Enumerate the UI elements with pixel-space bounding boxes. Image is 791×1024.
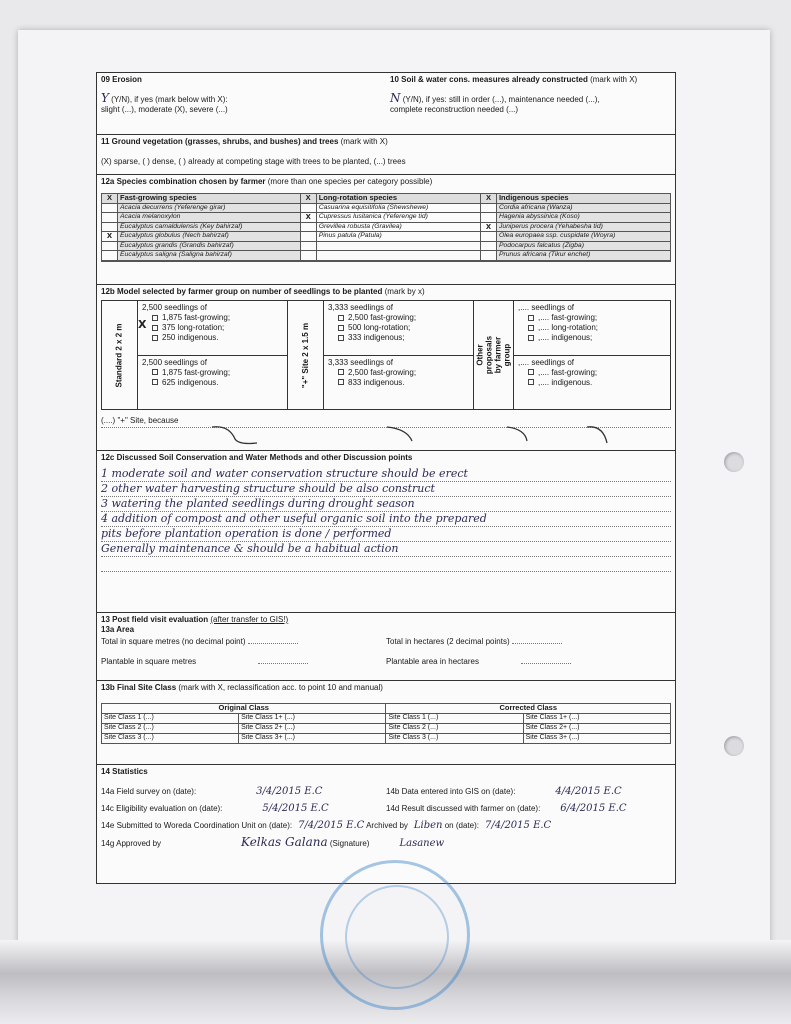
- long-mark[interactable]: [300, 260, 316, 261]
- other-label-cell: [474, 301, 514, 409]
- fast-mark[interactable]: X: [102, 232, 118, 242]
- fast-species: Eucalyptus grandis (Grandis bahirzaf): [118, 241, 301, 251]
- eligibility-date[interactable]: 5/4/2015 E.C: [262, 803, 329, 814]
- approver-name[interactable]: Kelkas Galana: [241, 835, 328, 849]
- indig-mark[interactable]: [480, 232, 496, 242]
- site-a-opt: 2,500 fast-growing;: [348, 313, 417, 322]
- soil-water-answer[interactable]: N: [390, 91, 401, 105]
- site-class-cell[interactable]: Site Class 2 (...): [102, 723, 239, 733]
- post-field-title: 13 Post field visit evaluation: [101, 615, 209, 624]
- site-option-a[interactable]: [324, 301, 473, 355]
- archived-on-label: on (date):: [444, 821, 479, 830]
- long-species: [316, 241, 480, 251]
- std-a-opt: 375 long-rotation;: [162, 323, 225, 332]
- plant-sqm-label: Plantable in square metres: [101, 657, 197, 666]
- fast-species: Eucalyptus globulus (Nech bahirzaf): [118, 232, 301, 242]
- long-species: Grevillea robusta (Gravilea): [316, 222, 480, 232]
- fast-species: Acacia decurrens (Yeferenge girar): [118, 203, 301, 213]
- handwritten-scribble: [207, 423, 667, 445]
- class-row: [102, 723, 671, 733]
- area-title: 13a Area: [101, 625, 135, 634]
- long-species: Casuarina equisitifolia (Shewshewe): [316, 203, 480, 213]
- species-row: [102, 203, 671, 213]
- site-label: "+" Site 2 x 1.5 m: [301, 322, 310, 388]
- post-field-row: [97, 613, 675, 681]
- checkbox[interactable]: [338, 369, 344, 375]
- checkbox[interactable]: [528, 379, 534, 385]
- soil-water-title: 10 Soil & water cons. measures already constructed: [390, 75, 588, 84]
- site-a-opt: 500 long-rotation;: [348, 323, 411, 332]
- species-table: [101, 193, 671, 262]
- fast-species: Acacia melanoxylon: [118, 213, 301, 223]
- species-row: [102, 222, 671, 232]
- std-a-title: 2,500 seedlings of: [142, 303, 207, 312]
- species-note: (more than one species per category possible): [267, 177, 433, 186]
- other-b-opt: ,.... indigenous.: [538, 377, 593, 387]
- final-class-row: [97, 681, 675, 765]
- checkbox[interactable]: [528, 335, 534, 341]
- indig-species: Podocarpus falcatus (Zigba): [496, 241, 670, 251]
- other-a-opt: ,.... long-rotation;: [538, 323, 599, 332]
- erosion-options[interactable]: slight (...), moderate (X), severe (...): [101, 105, 228, 114]
- long-mark[interactable]: [300, 251, 316, 261]
- std-b-opt: 625 indigenous.: [162, 377, 219, 387]
- punch-hole: [724, 452, 744, 472]
- punch-hole: [724, 736, 744, 756]
- final-class-note: (mark with X, reclassification acc. to point 10 and manual): [178, 683, 383, 692]
- discussion-row: [97, 451, 675, 613]
- result-discussed-date[interactable]: 6/4/2015 E.C: [560, 803, 627, 814]
- other-b-title: ,.... seedlings of: [518, 357, 575, 367]
- indig-mark[interactable]: [480, 203, 496, 213]
- indig-species: Hagenia abyssinica (Koso): [496, 213, 670, 223]
- checkbox[interactable]: [152, 315, 158, 321]
- other-option-b[interactable]: [514, 355, 670, 410]
- checkbox[interactable]: [152, 335, 158, 341]
- site-class-cell[interactable]: Site Class 1 (...): [386, 713, 523, 723]
- other-label: Other proposals by farmer group: [475, 335, 512, 375]
- indig-header: Indigenous species: [496, 194, 670, 204]
- ground-options[interactable]: (X) sparse, ( ) dense, ( ) already at competing stage with trees to be planted, (...) trees: [101, 157, 406, 166]
- soil-water-note: (mark with X): [590, 75, 638, 84]
- total-ha-label: Total in hectares (2 decimal points): [386, 637, 510, 646]
- checkbox[interactable]: [152, 379, 158, 385]
- other-a-opt: ,.... indigenous;: [538, 333, 593, 342]
- checkbox[interactable]: [528, 325, 534, 331]
- fast-mark[interactable]: [102, 260, 118, 261]
- site-class-cell[interactable]: Site Class 1+ (...): [523, 713, 670, 723]
- because-line[interactable]: (....) "+" Site, because: [101, 416, 671, 428]
- indig-mark[interactable]: [480, 241, 496, 251]
- other-a-title: ,.... seedlings of: [518, 303, 575, 312]
- site-option-b[interactable]: [324, 355, 473, 410]
- long-mark[interactable]: [300, 203, 316, 213]
- plant-ha-label: Plantable area in hectares: [386, 657, 479, 666]
- indig-species: Juniperus procera (Yehabesha tid): [496, 222, 670, 232]
- long-species: [316, 260, 480, 261]
- model-row: [97, 285, 675, 451]
- discussion-line[interactable]: pits before plantation operation is done / performed: [101, 527, 671, 542]
- field-form: [96, 72, 676, 884]
- other-option-a[interactable]: [514, 301, 670, 355]
- soil-water-text2: complete reconstruction needed (...): [390, 105, 519, 114]
- indig-mark[interactable]: [480, 260, 496, 261]
- class-row: [102, 733, 671, 743]
- checkbox[interactable]: [528, 315, 534, 321]
- statistics-title: 14 Statistics: [101, 767, 148, 776]
- ground-row: [97, 135, 675, 175]
- gis-entry-date[interactable]: 4/4/2015 E.C: [555, 786, 622, 797]
- std-a-mark: X: [138, 318, 147, 331]
- ground-note: (mark with X): [340, 137, 388, 146]
- species-row: [102, 213, 671, 223]
- other-b-opt: ,.... fast-growing;: [538, 367, 598, 377]
- checkbox[interactable]: [338, 325, 344, 331]
- long-mark[interactable]: [300, 232, 316, 242]
- species-row: [102, 232, 671, 242]
- site-class-cell[interactable]: Site Class 1 (...): [102, 713, 239, 723]
- indig-species: Cordia africana (Wanza): [496, 203, 670, 213]
- std-a-opt: 1,875 fast-growing;: [162, 313, 231, 322]
- discussion-line[interactable]: 3 watering the planted seedlings during drought season: [101, 497, 671, 512]
- approved-label: 14g Approved by: [101, 839, 162, 848]
- standard-label-cell: [102, 301, 138, 409]
- erosion-row: [97, 73, 675, 135]
- fast-mark[interactable]: [102, 222, 118, 232]
- archived-by-name[interactable]: Liben: [413, 820, 443, 831]
- class-row: [102, 713, 671, 723]
- std-a-opt: 250 indigenous.: [162, 333, 219, 342]
- plant-sqm-field[interactable]: [258, 663, 308, 664]
- checkbox[interactable]: [338, 335, 344, 341]
- std-b-title: 2,500 seedlings of: [142, 357, 207, 367]
- std-b-opt: 1,875 fast-growing;: [162, 367, 231, 377]
- checkbox[interactable]: [338, 315, 344, 321]
- site-a-title: 3,333 seedlings of: [328, 303, 393, 312]
- long-species: [316, 251, 480, 261]
- fast-mark[interactable]: [102, 251, 118, 261]
- official-stamp: [320, 860, 470, 1010]
- fast-mark[interactable]: [102, 213, 118, 223]
- species-title: 12a Species combination chosen by farmer: [101, 177, 266, 186]
- erosion-section: [101, 75, 382, 132]
- discussion-title: 12c Discussed Soil Conservation and Water Methods and other Discussion points: [101, 453, 413, 462]
- site-class-table: [101, 703, 671, 744]
- long-mark[interactable]: X: [300, 213, 316, 223]
- field-survey-date[interactable]: 3/4/2015 E.C: [256, 786, 323, 797]
- corrected-class-header: Corrected Class: [386, 704, 671, 714]
- site-b-opt: 833 indigenous.: [348, 377, 405, 387]
- site-a-opt: 333 indigenous;: [348, 333, 405, 342]
- field-survey-label: 14a Field survey on (date):: [101, 787, 197, 796]
- other-a-opt: ,.... fast-growing;: [538, 313, 598, 322]
- final-class-title: 13b Final Site Class: [101, 683, 177, 692]
- long-species: Cupressus lusitanica (Yeferenge tid): [316, 213, 480, 223]
- checkbox[interactable]: [152, 325, 158, 331]
- site-class-cell[interactable]: Site Class 3 (...): [102, 733, 239, 743]
- plant-ha-field[interactable]: [521, 663, 571, 664]
- post-field-note: (after transfer to GIS!): [210, 615, 289, 624]
- total-sqm-field[interactable]: [248, 643, 298, 644]
- indig-species: Prunus africana (Tikur enchet): [496, 251, 670, 261]
- indig-species: [496, 260, 670, 261]
- site-b-opt: 2,500 fast-growing;: [348, 367, 417, 377]
- result-discussed-label: 14d Result discussed with farmer on (date):: [386, 804, 541, 813]
- species-row: [97, 175, 675, 285]
- fast-species: [118, 260, 301, 261]
- archived-label: Archived by: [366, 821, 408, 830]
- fast-mark[interactable]: [102, 241, 118, 251]
- fast-mark[interactable]: [102, 203, 118, 213]
- x-header: X: [300, 194, 316, 204]
- standard-label: Standard 2 x 2 m: [115, 322, 124, 388]
- species-row: [102, 260, 671, 261]
- indig-mark[interactable]: X: [480, 222, 496, 232]
- standard-option-b[interactable]: [138, 355, 287, 410]
- total-ha-field[interactable]: [512, 643, 562, 644]
- site-class-cell[interactable]: Site Class 2+ (...): [523, 723, 670, 733]
- site-class-cell[interactable]: Site Class 3+ (...): [239, 733, 386, 743]
- long-species: Pinus patula (Patula): [316, 232, 480, 242]
- model-title: 12b Model selected by farmer group on number of seedlings to be planted: [101, 287, 383, 296]
- site-column: [324, 301, 474, 409]
- site-class-cell[interactable]: Site Class 1+ (...): [239, 713, 386, 723]
- discussion-line[interactable]: Generally maintenance & should be a habitual action: [101, 542, 671, 557]
- indig-mark[interactable]: [480, 213, 496, 223]
- x-header: X: [480, 194, 496, 204]
- erosion-text: (Y/N), if yes (mark below with X):: [111, 95, 228, 104]
- soil-water-text: (Y/N), if yes: still in order (...), maintenance needed (...),: [402, 95, 600, 104]
- indig-mark[interactable]: [480, 251, 496, 261]
- model-note: (mark by x): [384, 287, 425, 296]
- fast-header: Fast-growing species: [118, 194, 301, 204]
- discussion-line[interactable]: 4 addition of compost and other useful organic soil into the prepared: [101, 512, 671, 527]
- submitted-label: 14e Submitted to Woreda Coordination Unit on (date):: [101, 821, 293, 830]
- checkbox[interactable]: [338, 379, 344, 385]
- long-mark[interactable]: [300, 222, 316, 232]
- other-column: [514, 301, 670, 409]
- discussion-line[interactable]: 1 moderate soil and water conservation structure should be erect: [101, 467, 671, 482]
- original-class-header: Original Class: [102, 704, 386, 714]
- site-class-cell[interactable]: Site Class 3+ (...): [523, 733, 670, 743]
- species-row: [102, 251, 671, 261]
- discussion-line-empty[interactable]: [101, 557, 671, 572]
- standard-option-a[interactable]: [138, 301, 287, 355]
- discussion-line[interactable]: 2 other water harvesting structure should be also construct: [101, 482, 671, 497]
- site-label-cell: [288, 301, 324, 409]
- submitted-date[interactable]: 7/4/2015 E.C: [298, 820, 365, 831]
- long-header: Long-rotation species: [316, 194, 480, 204]
- soil-water-section: [382, 75, 671, 132]
- checkbox[interactable]: [152, 369, 158, 375]
- site-class-cell[interactable]: Site Class 2 (...): [386, 723, 523, 733]
- model-grid: [101, 300, 671, 410]
- archived-date[interactable]: 7/4/2015 E.C: [484, 820, 552, 831]
- total-sqm-label: Total in square metres (no decimal point): [101, 637, 246, 646]
- standard-column: [138, 301, 288, 409]
- long-mark[interactable]: [300, 241, 316, 251]
- site-class-cell[interactable]: Site Class 2+ (...): [239, 723, 386, 733]
- eligibility-label: 14c Eligibility evaluation on (date):: [101, 804, 223, 813]
- ground-title: 11 Ground vegetation (grasses, shrubs, and bushes) and trees: [101, 137, 339, 146]
- gis-entry-label: 14b Data entered into GIS on (date):: [386, 787, 516, 796]
- site-b-title: 3,333 seedlings of: [328, 357, 393, 367]
- fast-species: Eucalyptus camaldulensis (Key bahirzaf): [118, 222, 301, 232]
- approver-name-2[interactable]: Lasanew: [399, 838, 445, 849]
- signature-label: (Signature): [329, 839, 370, 848]
- erosion-title: 09 Erosion: [101, 75, 142, 84]
- checkbox[interactable]: [528, 369, 534, 375]
- indig-species: Olea europaea ssp. cuspidate (Woyra): [496, 232, 670, 242]
- x-header: X: [102, 194, 118, 204]
- species-row: [102, 241, 671, 251]
- fast-species: Eucalyptus saligna (Saligna bahirzaf): [118, 251, 301, 261]
- site-class-cell[interactable]: Site Class 3 (...): [386, 733, 523, 743]
- erosion-answer[interactable]: Y: [101, 91, 109, 105]
